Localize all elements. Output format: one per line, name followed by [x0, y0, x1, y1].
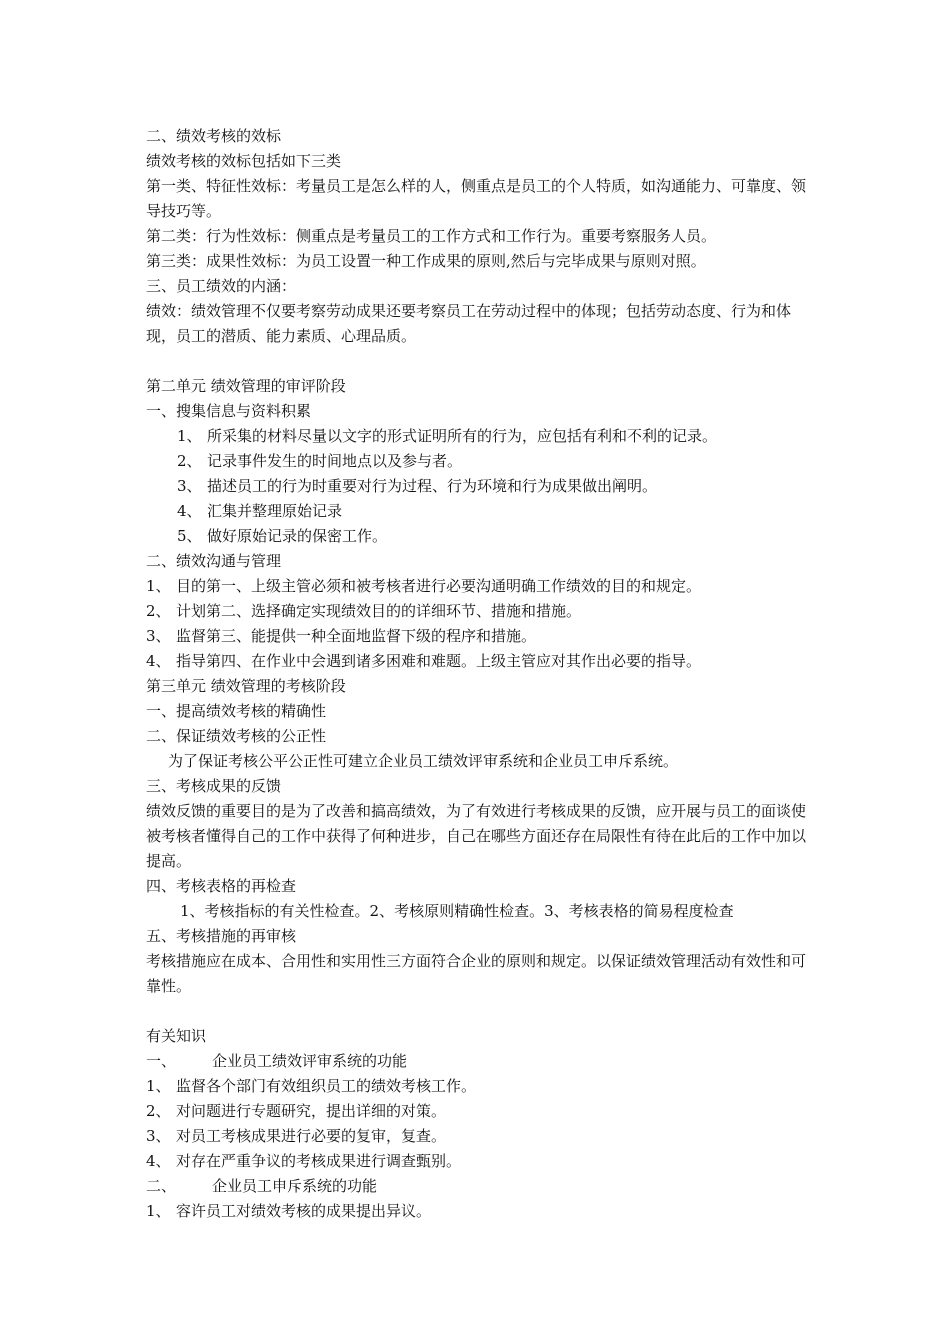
list-item: [146, 424, 810, 449]
list-text: 指导第四、在作业中会遇到诸多困难和难题。上级主管应对其作出必要的指导。: [176, 652, 702, 670]
paragraph: 绩效考核的效标包括如下三类: [146, 152, 342, 170]
unit-title: 第三单元 绩效管理的考核阶段: [146, 677, 346, 695]
section-heading: 二、绩效沟通与管理: [146, 552, 282, 570]
list-number: 3、: [146, 1127, 171, 1145]
section-heading: 五、考核措施的再审核: [146, 927, 297, 945]
numbered-list: [146, 574, 810, 674]
list-item: [146, 1199, 810, 1224]
list-item: [146, 574, 810, 599]
list-item: [146, 474, 810, 499]
list-number: 2、: [146, 602, 171, 620]
list-text: 做好原始记录的保密工作。: [207, 527, 388, 545]
paragraph: 第一类、特征性效标：考量员工是怎么样的人，侧重点是员工的个人特质，如沟通能力、可靠度、领导技巧等。: [146, 177, 807, 220]
list-item: [146, 599, 810, 624]
section-heading: [146, 1049, 810, 1074]
list-item: [146, 624, 810, 649]
list-text: 监督第三、能提供一种全面地监督下级的程序和措施。: [176, 627, 537, 645]
list-text: 容许员工对绩效考核的成果提出异议。: [176, 1202, 432, 1220]
list-item: [146, 1074, 810, 1099]
list-number: 4、: [146, 652, 171, 670]
section-number: 二、: [146, 1177, 177, 1195]
paragraph: 第二类：行为性效标：侧重点是考量员工的工作方式和工作行为。重要考察服务人员。: [146, 227, 717, 245]
paragraph: 绩效反馈的重要目的是为了改善和搞高绩效，为了有效进行考核成果的反馈，应开展与员工的面谈使被考核者懂得自己的工作中获得了何种进步，自己在哪些方面还存在局限性有待在此后的工作中加以提高。: [146, 802, 807, 870]
list-text: 汇集并整理原始记录: [207, 502, 343, 520]
numbered-list: [146, 424, 810, 549]
paragraph: 为了保证考核公平公正性可建立企业员工绩效评审系统和企业员工申斥系统。: [168, 752, 679, 770]
list-item: [146, 1149, 810, 1174]
list-number: 5、: [177, 527, 202, 545]
paragraph: 第三类：成果性效标：为员工设置一种工作成果的原则,然后与完毕成果与原则对照。: [146, 252, 706, 270]
paragraph: 绩效：绩效管理不仅要考察劳动成果还要考察员工在劳动过程中的体现；包括劳动态度、行为和体现，员工的潜质、能力素质、心理品质。: [146, 302, 792, 345]
list-number: 1、: [146, 1077, 171, 1095]
list-text: 记录事件发生的时间地点以及参与者。: [207, 452, 463, 470]
section-heading: 二、绩效考核的效标: [146, 127, 282, 145]
list-text: 监督各个部门有效组织员工的绩效考核工作。: [176, 1077, 477, 1095]
list-number: 2、: [177, 452, 202, 470]
list-item: [146, 449, 810, 474]
list-item: [146, 649, 810, 674]
numbered-list: [146, 1199, 810, 1224]
list-number: 3、: [146, 627, 171, 645]
list-item: [146, 524, 810, 549]
list-text: 对存在严重争议的考核成果进行调查甄别。: [176, 1152, 462, 1170]
section-heading: 一、提高绩效考核的精确性: [146, 702, 327, 720]
list-number: 2、: [146, 1102, 171, 1120]
related-knowledge-title: 有关知识: [146, 1027, 207, 1045]
list-number: 1、: [146, 1202, 171, 1220]
paragraph: 1、考核指标的有关性检查。2、考核原则精确性检查。3、考核表格的简易程度检查: [180, 902, 734, 920]
list-text: 对问题进行专题研究，提出详细的对策。: [176, 1102, 447, 1120]
list-number: 1、: [177, 427, 202, 445]
list-text: 对员工考核成果进行必要的复审，复查。: [176, 1127, 447, 1145]
list-item: [146, 499, 810, 524]
list-text: 描述员工的行为时重要对行为过程、行为环境和行为成果做出阐明。: [207, 477, 658, 495]
section-heading: 四、考核表格的再检查: [146, 877, 297, 895]
section-heading: 二、保证绩效考核的公正性: [146, 727, 327, 745]
section-heading: 三、员工绩效的内涵：: [146, 277, 297, 295]
blank-line: [146, 349, 810, 374]
blank-line: [146, 999, 810, 1024]
list-item: [146, 1099, 810, 1124]
list-item: [146, 1124, 810, 1149]
numbered-list: [146, 1074, 810, 1174]
list-number: 4、: [177, 502, 202, 520]
section-heading: [146, 1174, 810, 1199]
section-number: 一、: [146, 1052, 177, 1070]
section-heading: 一、搜集信息与资料积累: [146, 402, 312, 420]
section-title: 企业员工申斥系统的功能: [212, 1177, 378, 1195]
section-title: 企业员工绩效评审系统的功能: [212, 1052, 408, 1070]
unit-title: 第二单元 绩效管理的审评阶段: [146, 377, 346, 395]
section-heading: 三、考核成果的反馈: [146, 777, 282, 795]
list-text: 所采集的材料尽量以文字的形式证明所有的行为，应包括有利和不利的记录。: [207, 427, 718, 445]
list-number: 1、: [146, 577, 171, 595]
list-number: 4、: [146, 1152, 171, 1170]
document-body: [146, 124, 810, 1224]
list-text: 计划第二、选择确定实现绩效目的的详细环节、措施和措施。: [176, 602, 582, 620]
list-number: 3、: [177, 477, 202, 495]
list-text: 目的第一、上级主管必须和被考核者进行必要沟通明确工作绩效的目的和规定。: [176, 577, 702, 595]
paragraph: 考核措施应在成本、合用性和实用性三方面符合企业的原则和规定。以保证绩效管理活动有效性和可靠性。: [146, 952, 807, 995]
